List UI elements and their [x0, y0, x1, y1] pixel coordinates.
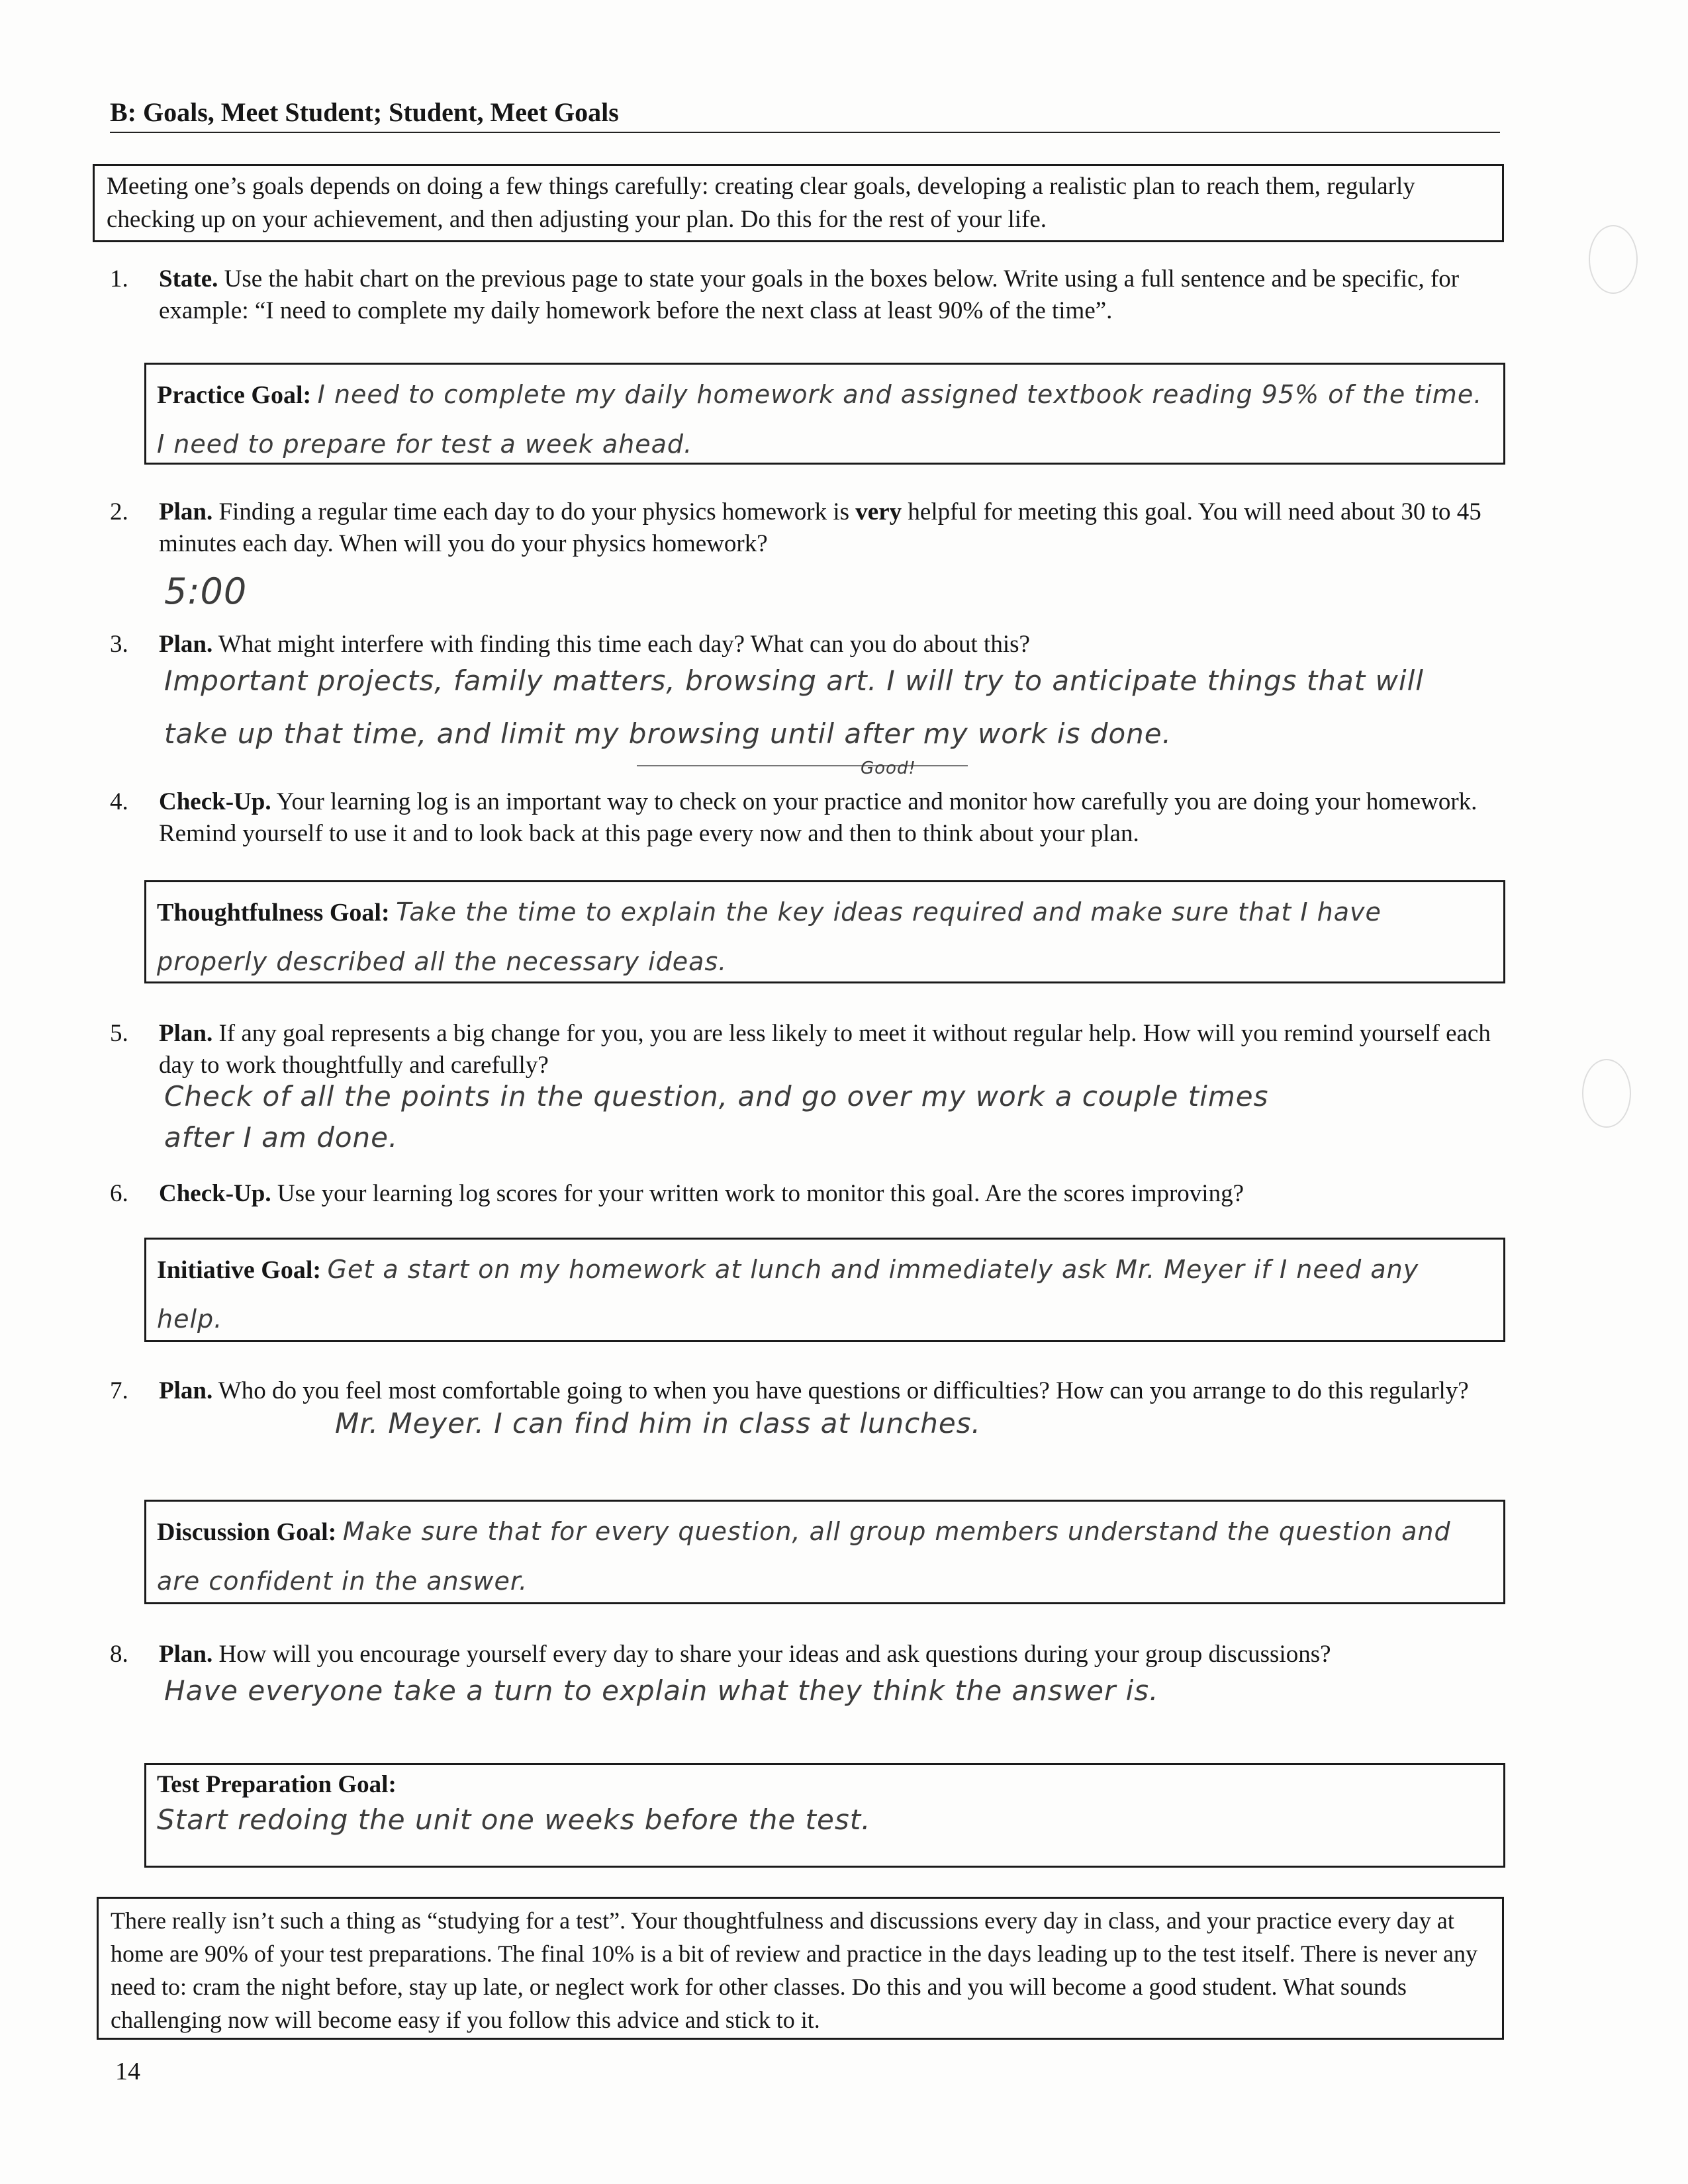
item-number: 4. [110, 788, 128, 815]
closing-note-text: There really isn’t such a thing as “studying for a test”. Your thoughtfulness and discussions every day in class, and your practice every day at home are 90% of your test preparations. The final 10% is a bit of review and practice in the days leading up to the test itself. There is never any need to: cram the night before, stay up late, or neglect work for other classes. Do this and you will become a good student. What sounds challenging now will become easy if you follow this advice and stick to it. [111, 1907, 1478, 2033]
goal-answer[interactable]: Get a start on my homework at lunch and immediately ask Mr. Meyer if I need any help. [157, 1255, 1419, 1334]
goal-label: Thoughtfulness Goal: [157, 899, 390, 927]
teacher-note: Good! [861, 758, 916, 778]
item-keyword: Plan. [159, 1377, 213, 1404]
goal-label: Initiative Goal: [157, 1256, 322, 1284]
item-3-answer-line-1[interactable]: Important projects, family matters, browsing art. I will try to anticipate things that will [164, 664, 1424, 697]
scan-artifact [1589, 225, 1638, 294]
item-text: How will you encourage yourself every day to share your ideas and ask questions during your group discussions? [212, 1641, 1331, 1668]
item-text: helpful for meeting this goal. You will need about 30 to 45 minutes each day. When will you do your physics homework? [159, 498, 1481, 557]
item-8 [110, 1639, 1507, 1670]
intro-text: Meeting one’s goals depends on doing a few things carefully: creating clear goals, developing a realistic plan to reach them, regularly checking up on your achievement, and then adjusting your plan. Do this for the rest of your life. [107, 173, 1415, 233]
item-1 [110, 263, 1507, 327]
item-5-answer-line-2[interactable]: after I am done. [164, 1121, 399, 1154]
goal-answer[interactable]: Make sure that for every question, all group members understand the question and are confident in the answer. [157, 1517, 1451, 1596]
item-text: What might interfere with finding this time each day? What can you do about this? [212, 631, 1030, 658]
item-keyword: State. [159, 265, 218, 293]
item-text: Who do you feel most comfortable going to when you have questions or difficulties? How can you arrange to do this regularly? [212, 1377, 1469, 1404]
item-keyword: Plan. [159, 498, 213, 525]
item-number: 3. [110, 631, 128, 658]
item-number: 8. [110, 1641, 128, 1668]
goal-label: Discussion Goal: [157, 1518, 337, 1546]
item-number: 6. [110, 1180, 128, 1207]
item-number: 5. [110, 1020, 128, 1047]
scan-artifact [1582, 1059, 1631, 1128]
goal-label: Test Preparation Goal: [157, 1771, 397, 1798]
item-text: If any goal represents a big change for you, you are less likely to meet it without regular help. How will you remind yourself each day to work thoughtfully and carefully? [159, 1020, 1491, 1079]
item-4 [110, 786, 1507, 850]
item-keyword: Plan. [159, 1020, 213, 1047]
page-title: B: Goals, Meet Student; Student, Meet Goals [110, 97, 1500, 133]
item-keyword: Check-Up. [159, 788, 271, 815]
item-text: Your learning log is an important way to check on your practice and monitor how carefully you are doing your homework. Remind yourself to use it and to look back at this page every now and then to think about your plan. [159, 788, 1477, 847]
item-8-answer[interactable]: Have everyone take a turn to explain what they think the answer is. [164, 1674, 1159, 1707]
test-prep-goal-box[interactable] [144, 1763, 1505, 1868]
goal-answer[interactable]: Take the time to explain the key ideas required and make sure that I have properly described all the necessary ideas. [157, 897, 1382, 976]
goal-answer[interactable]: I need to complete my daily homework and assigned textbook reading 95% of the time. I need to prepare for test a week ahead. [157, 380, 1483, 459]
goal-label: Practice Goal: [157, 381, 312, 409]
closing-note-box [97, 1897, 1504, 2040]
initiative-goal-box[interactable] [144, 1238, 1505, 1342]
item-keyword: Plan. [159, 1641, 213, 1668]
item-7 [110, 1375, 1507, 1407]
item-number: 7. [110, 1377, 128, 1404]
item-text: Use your learning log scores for your written work to monitor this goal. Are the scores improving? [271, 1180, 1244, 1207]
item-2: 2. Plan. Finding a regular time each day to do your physics homework is very helpful for meeting this goal. You will need about 30 to 45 minutes each day. When will you do your physics homework? [110, 496, 1507, 560]
practice-goal-box[interactable] [144, 363, 1505, 465]
item-7-answer[interactable]: Mr. Meyer. I can find him in class at lunches. [335, 1407, 981, 1439]
item-2-answer[interactable]: 5:00 [164, 570, 248, 612]
item-text: Use the habit chart on the previous page to state your goals in the boxes below. Write using a full sentence and be specific, for example: “I need to complete my daily homework before the next class at least 90% of the time”. [159, 265, 1460, 324]
item-number: 1. [110, 265, 128, 293]
item-6 [110, 1178, 1507, 1210]
teacher-underline [637, 765, 968, 766]
emphasis: very [855, 498, 902, 525]
item-5 [110, 1018, 1507, 1081]
intro-box [93, 164, 1504, 242]
item-3 [110, 629, 1507, 660]
thoughtfulness-goal-box[interactable] [144, 880, 1505, 983]
item-5-answer-line-1[interactable]: Check of all the points in the question, and go over my work a couple times [164, 1080, 1269, 1113]
item-keyword: Plan. [159, 631, 213, 658]
page-number: 14 [115, 2058, 140, 2085]
goal-answer[interactable]: Start redoing the unit one weeks before the test. [157, 1803, 871, 1836]
item-number: 2. [110, 498, 128, 525]
item-keyword: Check-Up. [159, 1180, 271, 1207]
item-3-answer-line-2[interactable]: take up that time, and limit my browsing until after my work is done. [164, 717, 1172, 750]
discussion-goal-box[interactable] [144, 1500, 1505, 1604]
